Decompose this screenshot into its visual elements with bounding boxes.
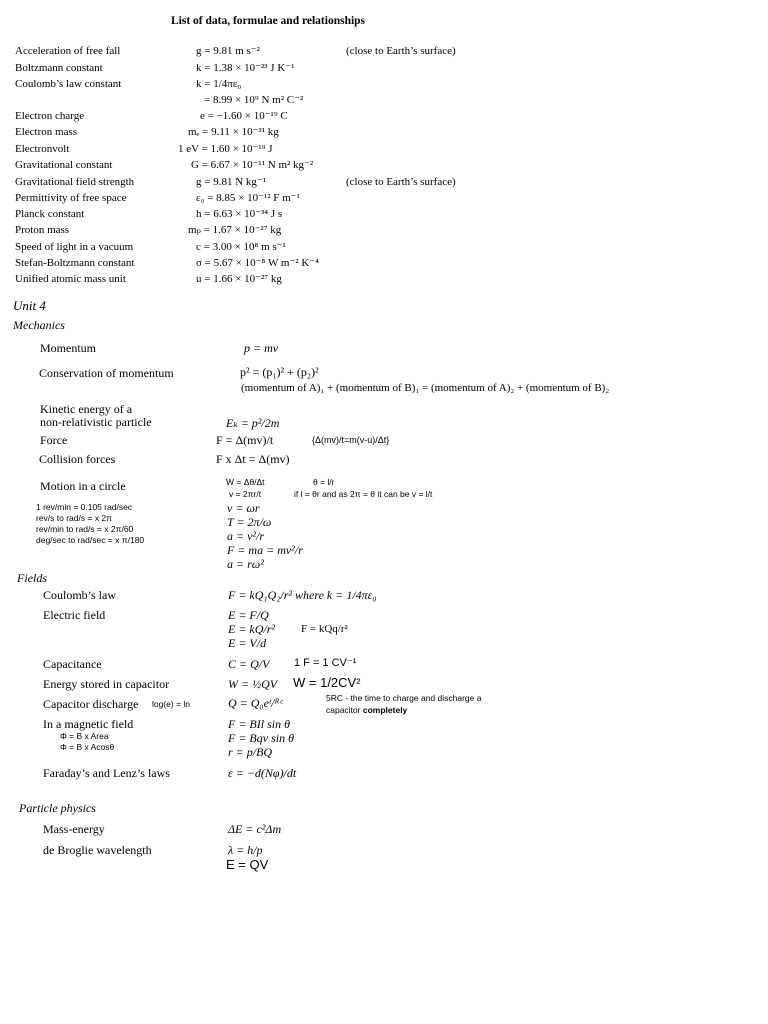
magnetic-flux-note: Φ = B x Area	[60, 731, 109, 741]
collision-label: Collision forces	[39, 452, 116, 466]
particle-heading: Particle physics	[19, 801, 96, 815]
constant-value: mₑ = 9.11 × 10⁻³¹ kg	[188, 126, 279, 138]
circle-label: Motion in a circle	[40, 479, 126, 493]
circle-formula: a = rω²	[227, 557, 264, 571]
faraday-formula: ε = −d(Nφ)/dt	[228, 766, 297, 780]
energy-capacitor-label: Energy stored in capacitor	[43, 677, 170, 691]
circle-formula: a = v²/r	[227, 529, 265, 543]
constant-label: Gravitational constant	[15, 159, 113, 171]
electric-field-label: Electric field	[43, 608, 106, 622]
page-title: List of data, formulae and relationships	[171, 15, 366, 27]
constant-value: g = 9.81 N kg⁻¹	[196, 176, 267, 188]
constant-label: Acceleration of free fall	[15, 45, 121, 57]
constant-value: σ = 5.67 × 10⁻⁸ W m⁻² K⁻⁴	[196, 257, 319, 269]
conservation-label: Conservation of momentum	[39, 366, 174, 380]
energy-capacitor-note: W = 1/2CV²	[293, 675, 361, 690]
coulomb-label: Coulomb’s law	[43, 588, 117, 602]
conversion-note: 1 rev/min = 0.105 rad/sec	[36, 502, 133, 512]
constant-label: Electronvolt	[15, 143, 70, 155]
conversion-note: rev/min to rad/s = x 2π/60	[36, 524, 134, 534]
mass-energy-label: Mass-energy	[43, 822, 105, 836]
energy-capacitor-formula: W = ½QV	[228, 677, 278, 691]
circle-formula: F = ma = mv²/r	[227, 543, 303, 557]
momentum-formula: p = mv	[244, 341, 279, 355]
constant-value: h = 6.63 × 10⁻³⁴ J s	[196, 208, 283, 220]
discharge-note-text: capacitor	[326, 705, 361, 715]
conversion-note: rev/s to rad/s = x 2π	[36, 513, 113, 523]
magnetic-flux-note: Φ = B x Acosθ	[60, 742, 115, 752]
electric-field-formula: E = F/Q	[228, 608, 269, 622]
kinetic-formula: Eₖ = p²/2m	[226, 416, 280, 430]
circle-formula: v = 2πr/t	[229, 489, 262, 499]
discharge-label: Capacitor discharge	[43, 697, 139, 711]
force-note: {Δ(mv)/t=m(v-u)/Δt}	[312, 435, 390, 445]
circle-formula-note: if l = θr and as 2π = θ it can be v = l/t	[294, 489, 433, 499]
constant-value: k = 1/4πε₀	[196, 78, 242, 90]
magnetic-formula: F = BIl sin θ	[228, 717, 290, 731]
constant-value: c = 3.00 × 10⁸ m s⁻¹	[196, 241, 286, 253]
force-formula: F = Δ(mv)/t	[216, 433, 274, 447]
constant-value: g = 9.81 m s⁻²	[196, 45, 260, 57]
discharge-note	[326, 706, 407, 715]
mechanics-heading: Mechanics	[13, 318, 65, 332]
constant-note: (close to Earth’s surface)	[346, 45, 456, 57]
discharge-note-emphasis: completely	[362, 705, 408, 715]
kinetic-label: Kinetic energy of a	[40, 402, 133, 416]
capacitance-note: 1 F = 1 CV⁻¹	[294, 657, 357, 669]
conversion-note: deg/sec to rad/sec = x π/180	[36, 535, 145, 545]
constant-label: Permittivity of free space	[15, 192, 127, 204]
constant-label: Unified atomic mass unit	[15, 273, 126, 285]
mass-energy-formula: ΔE = c²Δm	[228, 822, 282, 836]
magnetic-formula: r = p/BQ	[228, 745, 273, 759]
constant-label: Coulomb’s law constant	[15, 78, 122, 90]
constant-label: Speed of light in a vacuum	[15, 241, 134, 253]
constant-value: k = 1.38 × 10⁻²³ J K⁻¹	[196, 62, 295, 74]
electric-field-note: F = kQq/r²	[301, 623, 348, 635]
constant-value: mₚ = 1.67 × 10⁻²⁷ kg	[188, 224, 282, 236]
circle-formula: v = ωr	[227, 501, 260, 515]
electric-field-formula: E = V/d	[228, 636, 267, 650]
unit-heading: Unit 4	[13, 298, 46, 313]
constant-label: Electron charge	[15, 110, 85, 122]
circle-formula: W = Δθ/Δt	[226, 477, 265, 487]
discharge-note: 5RC - the time to charge and discharge a	[326, 693, 482, 703]
momentum-label: Momentum	[40, 341, 96, 355]
capacitance-formula: C = Q/V	[228, 657, 270, 671]
discharge-formula: Q = Q₀eᵗ/ᴿᶜ	[228, 696, 283, 710]
constant-value: = 8.99 × 10⁹ N m² C⁻²	[204, 94, 304, 106]
kinetic-label: non-relativistic particle	[40, 415, 152, 429]
coulomb-formula: F = kQ₁Q₂/r² where k = 1/4πε₀	[228, 588, 377, 602]
capacitance-label: Capacitance	[43, 657, 102, 671]
electric-field-formula: E = kQ/r²	[228, 622, 276, 636]
constant-note: (close to Earth’s surface)	[346, 176, 456, 188]
conservation-detail: (momentum of A)₁ + (momentum of B)₁ = (momentum of A)₂ + (momentum of B)₂	[241, 382, 610, 394]
discharge-label-note: log(e) = ln	[152, 699, 191, 709]
constant-label: Boltzmann constant	[15, 62, 103, 74]
constant-label: Gravitational field strength	[15, 176, 135, 188]
constant-value: ε₀ = 8.85 × 10⁻¹² F m⁻¹	[196, 192, 300, 204]
fields-heading: Fields	[17, 571, 47, 585]
magnetic-formula: F = Bqv sin θ	[228, 731, 294, 745]
magnetic-field-label: In a magnetic field	[43, 717, 134, 731]
constant-label: Proton mass	[15, 224, 70, 236]
constant-label: Electron mass	[15, 126, 78, 138]
constant-value: u = 1.66 × 10⁻²⁷ kg	[196, 273, 282, 285]
constant-label: Planck constant	[15, 208, 85, 220]
energy-charge-formula: E = QV	[226, 857, 269, 872]
constant-label: Stefan-Boltzmann constant	[15, 257, 135, 269]
faraday-label: Faraday’s and Lenz’s laws	[43, 766, 170, 780]
debroglie-formula: λ = h/p	[228, 843, 263, 857]
collision-formula: F x Δt = Δ(mv)	[216, 452, 290, 466]
constant-value: G = 6.67 × 10⁻¹¹ N m² kg⁻²	[191, 159, 314, 171]
debroglie-label: de Broglie wavelength	[43, 843, 152, 857]
constant-value: e = −1.60 × 10⁻¹⁹ C	[200, 110, 288, 122]
circle-formula: T = 2π/ω	[227, 515, 272, 529]
force-label: Force	[40, 433, 68, 447]
conservation-formula: p² = (p₁)² + (p₂)²	[240, 365, 319, 379]
constant-value: 1 eV = 1.60 × 10⁻¹⁹ J	[178, 143, 273, 155]
circle-formula-note: θ = l/r	[313, 477, 335, 487]
